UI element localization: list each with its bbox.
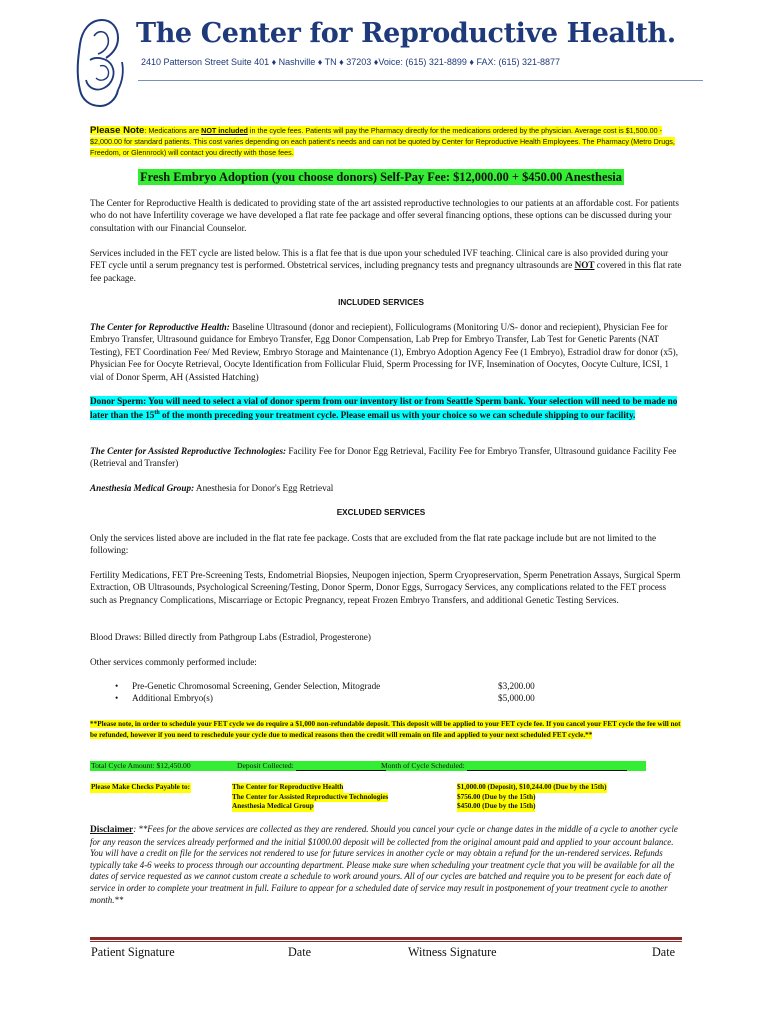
- excluded-heading: EXCLUDED SERVICES: [336, 508, 426, 517]
- disclaimer-lead: Disclaimer: [90, 825, 134, 835]
- month-scheduled-label: [380, 761, 628, 771]
- anesthesia-services: [90, 482, 682, 494]
- payee-name: Anesthesia Medical Group: [232, 802, 314, 810]
- list-item: [115, 680, 692, 692]
- clinic-address: 2410 Patterson Street Suite 401 ♦ Nashville ♦ TN ♦ 37203 ♦Voice: (615) 321-8899 ♦ FAX: (615) 321-8877: [141, 57, 561, 67]
- donor-sperm-text: Donor Sperm: You will need to select a vial of donor sperm from our inventory list or from Seattle Sperm bank. Your selection will need to be made no later than the 15: [90, 396, 678, 421]
- excluded-list: Fertility Medications, FET Pre-Screening Tests, Endometrial Biopsies, Neupogen injection, Sperm Cryopreservation, Sperm Penetration Assays, Surgical Sperm Extraction, OB Ultrasounds, Psychological Screening/Testing, Donor Sperm, Donor Eggs, Surrogacy Services, any complications related to the FET process such as Pregnancy Complications, Miscarriage or Ectopic Pregnancy, repeat Frozen Embryo Transfers, and additional Genetic Testing Services.: [90, 570, 681, 605]
- cart-services: [90, 445, 682, 470]
- services-paragraph: [90, 247, 682, 284]
- totals-line: [90, 761, 590, 771]
- witness-date-label[interactable]: Date: [652, 945, 676, 959]
- fee-heading-text: Fresh Embryo Adoption (you choose donors) Self-Pay Fee: $12,000.00 + $450.00 Anesthesia: [140, 170, 622, 184]
- blood-draws: Blood Draws: Billed directly from Pathgroup Labs (Estradiol, Progesterone): [90, 632, 371, 642]
- disclaimer: [90, 824, 682, 906]
- list-item: [115, 692, 692, 704]
- payable-label: Please Make Checks Payable to:: [91, 783, 191, 791]
- note-lead: Please Note: [90, 125, 145, 136]
- patient-signature-label[interactable]: Patient Signature: [91, 945, 175, 959]
- deposit-note: [90, 719, 685, 740]
- services-not: NOT: [574, 260, 595, 271]
- other-services-list: [115, 680, 692, 705]
- note-not-included: NOT included: [201, 126, 248, 135]
- bullet: •: [115, 693, 119, 704]
- medication-note: [90, 125, 690, 158]
- month-label: Month of Cycle Scheduled:: [381, 761, 465, 770]
- header-divider: [138, 80, 703, 81]
- donor-sperm-notice: [90, 395, 682, 422]
- service-name: Pre-Genetic Chromosomal Screening, Gender Selection, Mitograde: [132, 681, 381, 691]
- payee-amount: $756.00 (Due by the 15th): [457, 792, 536, 801]
- payee-amount: $450.00 (Due by the 15th): [457, 802, 536, 810]
- service-name: Additional Embryo(s): [132, 693, 213, 704]
- excluded-intro: Only the services listed above are included in the flat rate fee package. Costs that are excluded from the flat rate package include but are not limited to the following:: [90, 533, 657, 556]
- crh-label: The Center for Reproductive Health:: [90, 322, 230, 332]
- payee-name: The Center for Assisted Reproductive Technologies: [232, 792, 389, 801]
- service-price: $5,000.00: [498, 693, 535, 704]
- deposit-label: Deposit Collected:: [237, 761, 294, 770]
- patient-date-label[interactable]: Date: [288, 945, 312, 959]
- cart-text: Facility Fee for Donor Egg Retrieval, Facility Fee for Embryo Transfer, Ultrasound guidance Facility Fee (Retrieval and Transfer): [90, 446, 677, 469]
- signature-divider: [90, 937, 682, 940]
- signature-divider-thin: [90, 941, 682, 942]
- deposit-collected-label: [236, 761, 387, 771]
- services-text-rest: covered in this flat rate fee package.: [90, 260, 682, 283]
- bullet: •: [115, 681, 119, 691]
- anesthesia-label: Anesthesia Medical Group:: [90, 483, 195, 493]
- included-heading: INCLUDED SERVICES: [338, 298, 424, 307]
- donor-sperm-text-rest: of the month preceding your treatment cycle. Please email us with your choice so we can schedule shipping to our facility.: [159, 410, 636, 421]
- donor-sperm-sup: th: [154, 410, 160, 417]
- clinic-title: The Center for Reproductive Health.: [136, 18, 676, 49]
- service-price: $3,200.00: [498, 681, 535, 691]
- disclaimer-text: : **Fees for the above services are collected as they are rendered. Should you cancel your cycle or change dates in the middle of a cycle to another cycle for any reason the services already performed and the initial $1000.00 deposit will be collected from the original amount paid and applied to your account balance. You will have a credit on file for the services not rendered to use for future services in another cycle or may obtain a refund for the un-rendered services. Refunds typically take 4-6 weeks to process through our accounting department. Please make sure when scheduling your treatment cycle that you will be available for all the dates of service requested as we cannot custom create a schedule to work around yours. All of our cycles are batched and require you to be present for each date of service in order to complete your treatment in full. Failure to appear for a scheduled date of service may result in postponement of your treatment cycle to another month.**: [90, 824, 678, 905]
- other-services-intro: Other services commonly performed include:: [90, 657, 257, 667]
- cart-label: The Center for Assisted Reproductive Technologies:: [90, 446, 287, 456]
- services-text: Services included in the FET cycle are listed below. This is a flat fee that is due upon your scheduled IVF teaching. Clinical care is also provided during your FET cycle until a serum pregnancy test is performed. Obstetrical services, including pregnancy tests and pregnancy ultrasounds are: [90, 248, 669, 271]
- total-amount: Total Cycle Amount: $12,450.00: [91, 761, 191, 770]
- mother-child-logo: [72, 16, 130, 108]
- crh-text: Baseline Ultrasound (donor and reciepient), Folliculograms (Monitoring U/S- donor and reciepient), Physician Fee for Embryo Transfer, Ultrasound guidance for Embryo Transfer, Egg Donor Compensation, Lab Prep for Embryo Transfer, Lab Test for Genetic Parents (NAT Testing), FET Coordination Fee/ Med Review, Embryo Storage and Maintenance (1), Embryo Adoption Agency Fee (1 Embryo), Estradiol draw for donor (x5), Physician Fee for Oocyte Retrieval, Oocyte Identification from Follicular Fluid, Sperm Processing for IVF, Insemination of Oocytes, Oocyte Culture, ICSI, 1 vial of Donor Sperm, AH (Assisted Hatching): [90, 322, 678, 382]
- note-text-rest: in the cycle fees. Patients will pay the Pharmacy directly for the medications ordered by the physician. Average cost is $1,500.00 - $2,000.00 for standard patients. This cost varies depending on each patient's needs and can not be quoted by Center for Reproductive Health Employees. The Pharmacy (Metro Drugs, Freedom, or Glennrock) will contact you directly with those fees.: [90, 126, 675, 157]
- deposit-collected-field[interactable]: [296, 763, 386, 771]
- crh-services: [90, 321, 682, 383]
- intro-paragraph: The Center for Reproductive Health is dedicated to providing state of the art assisted reproductive technologies to our patients at an affordable cost. For patients who do not have Infertility coverage we have developed a flat rate fee package and offer several financing options, these options can be discussed during your consultation with our Financial Counselor.: [90, 198, 679, 233]
- payee-amount: $1,000.00 (Deposit), $10,244.00 (Due by the 15th): [457, 783, 607, 791]
- fee-heading: [90, 170, 672, 185]
- payee-name: The Center for Reproductive Health: [232, 783, 344, 791]
- deposit-note-text: **Please note, in order to schedule your FET cycle we do require a $1,000 non-refundable deposit. This deposit will be applied to your FET cycle fee. If you cancel your FET cycle the fee will not be refunded, however if you need to reschedule your cycle due to medical reasons then the credit will remain on file and applied to your next scheduled FET cycle.**: [90, 720, 681, 739]
- witness-signature-label[interactable]: Witness Signature: [408, 945, 497, 959]
- anesthesia-text: Anesthesia for Donor's Egg Retrieval: [194, 483, 334, 493]
- month-scheduled-field[interactable]: [467, 763, 627, 771]
- note-text: : Medications are: [144, 126, 202, 135]
